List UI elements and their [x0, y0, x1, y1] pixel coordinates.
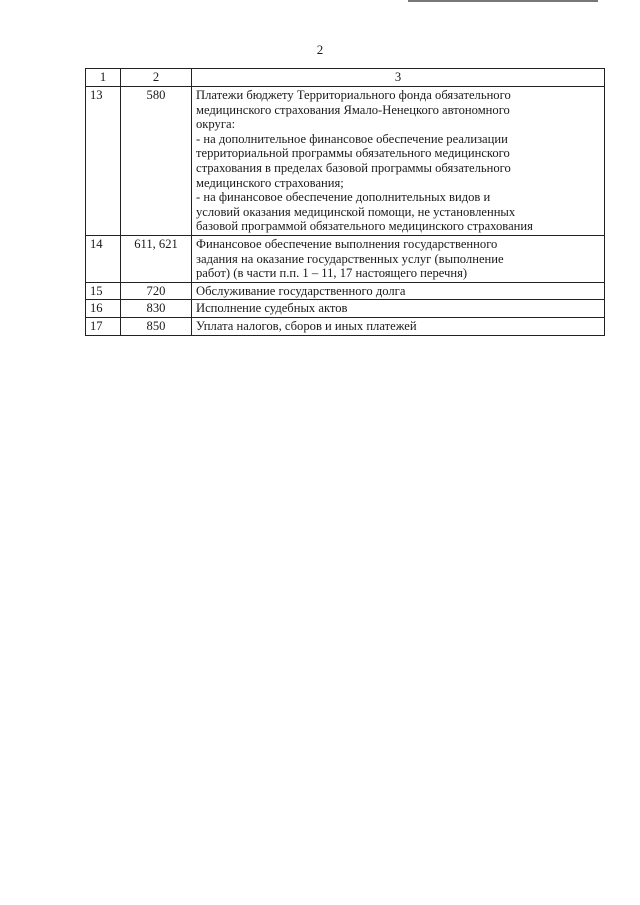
scan-edge-mark	[408, 0, 598, 2]
expense-code-cell: 720	[121, 282, 192, 300]
table-header-row	[86, 69, 605, 87]
header-col-3: 3	[192, 69, 605, 87]
table-row	[86, 282, 605, 300]
table-row	[86, 317, 605, 335]
description-cell	[192, 235, 605, 282]
description-line: Обслуживание государственного долга	[196, 283, 406, 298]
description-line: Уплата налогов, сборов и иных платежей	[196, 318, 417, 333]
row-number-cell: 13	[86, 87, 121, 236]
description-cell	[192, 300, 605, 318]
row-number-cell: 17	[86, 317, 121, 335]
description-cell	[192, 282, 605, 300]
table-row	[86, 300, 605, 318]
header-col-2: 2	[121, 69, 192, 87]
page-number: 2	[316, 42, 324, 57]
header-col-1: 1	[86, 69, 121, 87]
table-body	[86, 69, 605, 336]
table-row	[86, 235, 605, 282]
description-line: задания на оказание государственных услуг (выполнение	[196, 251, 504, 266]
row-number-cell: 16	[86, 300, 121, 318]
description-line: медицинского страхования Ямало-Ненецкого автономного	[196, 102, 510, 117]
description-line: округа:	[196, 117, 236, 132]
description-cell	[192, 317, 605, 335]
description-line: Финансовое обеспечение выполнения государственного	[196, 236, 498, 251]
expense-code-cell: 830	[121, 300, 192, 318]
budget-codes-table	[85, 68, 605, 336]
description-line: - на дополнительное финансовое обеспечение реализации	[196, 131, 508, 146]
row-number-cell: 15	[86, 282, 121, 300]
description-line: медицинского страхования;	[196, 175, 344, 190]
description-line: Исполнение судебных актов	[196, 301, 348, 316]
table-row	[86, 87, 605, 236]
description-cell	[192, 87, 605, 236]
description-line: условий оказания медицинской помощи, не установленных	[196, 204, 516, 219]
description-line: территориальной программы обязательного медицинского	[196, 146, 510, 161]
expense-code-cell: 611, 621	[121, 235, 192, 282]
description-line: - на финансовое обеспечение дополнительных видов и	[196, 190, 491, 205]
expense-code-cell: 580	[121, 87, 192, 236]
expense-code-cell: 850	[121, 317, 192, 335]
description-line: страхования в пределах базовой программы обязательного	[196, 160, 511, 175]
row-number-cell: 14	[86, 235, 121, 282]
description-line: базовой программой обязательного медицинского страхования	[196, 219, 533, 234]
description-line: работ) (в части п.п. 1 – 11, 17 настоящего перечня)	[196, 266, 468, 281]
description-line: Платежи бюджету Территориального фонда обязательного	[196, 88, 511, 102]
